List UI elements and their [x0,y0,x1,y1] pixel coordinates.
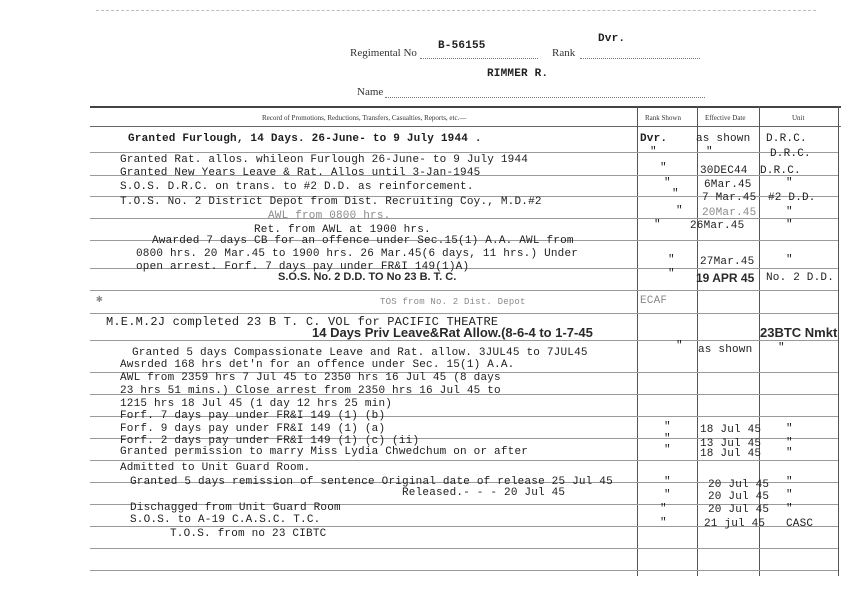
date-entry: 27Mar.45 [700,256,755,268]
rank-entry: " [660,162,667,174]
rule [90,548,838,549]
date-entry: " [706,146,713,158]
date-entry: 18 Jul 45 [700,448,762,460]
record-entry: AWL from 0800 hrs. [268,210,391,222]
record-entry: Granted New Years Leave & Rat. Allos until 3-Jan-1945 [120,167,481,179]
rank-entry: " [668,254,675,266]
rule [90,570,838,571]
record-entry: S.O.S. to A-19 C.A.S.C. T.C. [130,514,321,526]
unit-entry: No. 2 D.D. [766,272,835,284]
date-entry: 26Mar.45 [690,220,745,232]
top-rule [96,10,816,11]
unit-entry: D.R.C. [770,148,811,160]
rank-entry: " [664,476,671,488]
name-line [385,97,705,98]
record-entry: Granted Furlough, 14 Days. 26-June- to 9 July 1944 . [128,133,482,145]
unit-entry-stamp: 23BTC Nmkt [760,325,838,340]
rank-entry: " [664,421,671,433]
record-entry: Granted 5 days Compassionate Leave and Rat. allow. 3JUL45 to 7JUL45 [132,347,588,359]
date-entry: 7 Mar.45 [702,192,757,204]
date-entry: 20 Jul 45 [708,504,770,516]
record-entry: T.O.S. No. 2 District Depot from Dist. Recruiting Coy., M.D.#2 [120,196,542,208]
unit-entry: #2 D.D. [768,192,816,204]
record-entry: Awarded 7 days CB for an offence under Sec.15(1) A.A. AWL from [152,235,574,247]
rank-entry: " [650,146,657,158]
record-column-header: Record of Promotions, Reductions, Transfers, Casualties, Reports, etc.— [262,114,467,122]
rank-entry: " [654,219,661,231]
unit-entry: " [786,423,793,435]
record-entry: Granted permission to marry Miss Lydia Chwedchum on or after [120,446,529,458]
date-entry: as shown [698,344,753,356]
rank-entry: " [660,503,667,515]
date-entry: 30DEC44 [700,165,748,177]
record-entry: Forf. 9 days pay under FR&I 149 (1) (a) [120,423,386,435]
record-entry: Awsrded 168 hrs det'n for an offence under Sec. 15(1) A.A. [120,359,515,371]
rank-entry: " [668,268,675,280]
table-right-border [838,106,839,576]
rank-shown-column-header: Rank Shown [645,114,681,122]
rule [90,313,838,314]
record-entry: M.E.M.2J completed 23 B T. C. VOL for PACIFIC THEATRE [106,315,499,329]
record-entry: S.O.S. D.R.C. on trans. to #2 D.D. as reinforcement. [120,181,474,193]
rule [90,460,838,461]
rank-entry: " [660,517,667,529]
date-entry: 13 Jul 45 [700,438,762,450]
rank-entry: Dvr. [640,133,668,145]
unit-entry: D.R.C. [766,133,807,145]
date-entry: 6Mar.45 [704,179,752,191]
table-header-border [90,126,841,127]
record-entry: open arrest. Forf. 7 days pay under FR&I 149(1)A) [136,261,470,273]
regimental-no-label: Regimental No [350,47,417,59]
record-entry: Forf. 7 days pay under FR&I 149 (1) (b) [120,410,386,422]
record-entry: Released.- - - 20 Jul 45 [402,487,566,499]
rank-entry: " [664,177,671,189]
record-entry: Dischagged from Unit Guard Room [130,502,341,514]
table-top-border [90,106,841,108]
effective-date-column-header: Effective Date [705,114,746,122]
column-divider-date [697,106,698,576]
rank-label: Rank [552,47,576,59]
rank-entry: " [676,340,683,352]
regimental-no-line [420,58,538,59]
faded-rank-mark: ECAF [640,295,668,307]
unit-entry: " [786,447,793,459]
record-entry-stamp: S.O.S. No. 2 D.D. TO No 23 B. T. C. [278,271,457,283]
name-value: RIMMER R. [487,68,549,80]
date-entry: 20 Jul 45 [708,479,770,491]
faint-mark: ✱ [96,294,103,306]
rank-value: Dvr. [598,33,626,45]
unit-entry: " [786,489,793,501]
rank-entry: " [676,205,683,217]
record-entry-stamp: 14 Days Priv Leave&Rat Allow.(8-6-4 to 1-7-45 [312,325,593,340]
date-entry: 21 jul 45 [704,518,766,530]
unit-entry: " [786,219,793,231]
name-label: Name [357,86,384,98]
date-entry: as shown [696,133,751,145]
record-entry: 0800 hrs. 20 Mar.45 to 1900 hrs. 26 Mar.45(6 days, 11 hrs.) Under [136,248,579,260]
record-entry: Admitted to Unit Guard Room. [120,462,311,474]
date-entry-stamp: 19 APR 45 [696,271,755,285]
rank-entry: " [672,188,679,200]
unit-entry: " [786,437,793,449]
unit-entry: CASC [786,518,814,530]
date-entry: 20 Jul 45 [708,491,770,503]
unit-column-header: Unit [792,114,805,122]
rule [90,152,838,153]
record-entry: Granted Rat. allos. whileon Furlough 26-June- to 9 July 1944 [120,154,529,166]
record-entry: AWL from 2359 hrs 7 Jul 45 to 2350 hrs 16 Jul 45 (8 days [120,372,501,384]
rule [90,290,838,291]
record-entry: T.O.S. from no 23 CIBTC [170,528,327,540]
record-entry: Forf. 2 days pay under FR&I 149 (1) (c) (ii) [120,435,420,447]
unit-entry: " [786,254,793,266]
unit-entry: " [786,476,793,488]
rank-entry: " [664,489,671,501]
date-entry: 18 Jul 45 [700,424,762,436]
record-entry: Granted 5 days remission of sentence Original date of release 25 Jul 45 [130,476,613,488]
unit-entry: " [786,177,793,189]
unit-entry: " [778,342,785,354]
rule [90,340,838,341]
rank-entry: " [664,433,671,445]
record-entry-faded: TOS from No. 2 Dist. Depot [380,297,526,307]
record-entry: 1215 hrs 18 Jul 45 (1 day 12 hrs 25 min) [120,398,393,410]
unit-entry: D.R.C. [760,165,801,177]
rank-line [580,58,700,59]
regimental-no-value: B-56155 [438,40,486,52]
record-entry: 23 hrs 51 mins.) Close arrest from 2350 hrs 16 Jul 45 to [120,385,501,397]
date-entry: 20Mar.45 [702,207,757,219]
unit-entry: " [786,206,793,218]
record-entry: Ret. from AWL at 1900 hrs. [254,224,431,236]
column-divider-rank [637,106,638,576]
rank-entry: " [664,444,671,456]
unit-entry: " [786,503,793,515]
